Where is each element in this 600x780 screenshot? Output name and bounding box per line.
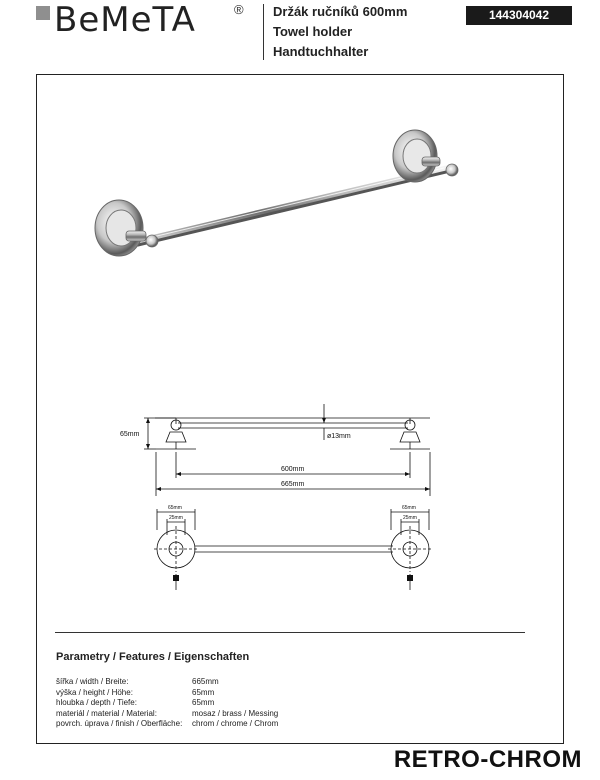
- param-label: materiál / material / Material:: [56, 708, 157, 718]
- left-flange-outer-label: 65mm: [168, 505, 182, 511]
- param-label: šířka / width / Breite:: [56, 677, 129, 686]
- diameter-dim-label: ø13mm: [327, 433, 351, 440]
- title-german: Handtuchhalter: [273, 44, 369, 59]
- param-label: povrch. úprava / finish / Oberfläche:: [56, 719, 183, 728]
- param-value: 65mm: [192, 687, 215, 697]
- param-label: výška / height / Höhe:: [56, 687, 133, 697]
- series-name: RETRO-CHROM: [393, 746, 582, 773]
- param-value: mosaz / brass / Messing: [192, 708, 279, 718]
- registered-mark: ®: [234, 2, 244, 17]
- param-value: 665mm: [192, 677, 219, 686]
- param-row: [56, 677, 278, 688]
- param-value: 65mm: [192, 698, 215, 707]
- title-english: Towel holder: [273, 24, 353, 39]
- param-row: [56, 719, 278, 730]
- parameters-table: [56, 677, 278, 730]
- total-width-dim-label: 665mm: [281, 481, 305, 488]
- product-code-badge: 144304042: [466, 6, 572, 25]
- param-value: chrom / chrome / Chrom: [192, 719, 279, 728]
- left-flange-inner-label: 25mm: [169, 515, 183, 521]
- param-row: [56, 688, 278, 699]
- right-flange-inner-label: 25mm: [403, 515, 417, 521]
- parameters-title: Parametry / Features / Eigenschaften: [56, 651, 250, 663]
- param-label: hloubka / depth / Tiefe:: [56, 698, 137, 707]
- param-row: [56, 698, 278, 709]
- param-row: [56, 709, 278, 720]
- brand-logo: BeMeTA: [54, 0, 196, 40]
- height-dim-label: 65mm: [120, 431, 140, 438]
- inner-width-dim-label: 600mm: [281, 466, 305, 473]
- title-czech: Držák ručníků 600mm: [273, 4, 408, 19]
- right-flange-outer-label: 65mm: [402, 505, 416, 511]
- parameters-divider: [55, 632, 525, 633]
